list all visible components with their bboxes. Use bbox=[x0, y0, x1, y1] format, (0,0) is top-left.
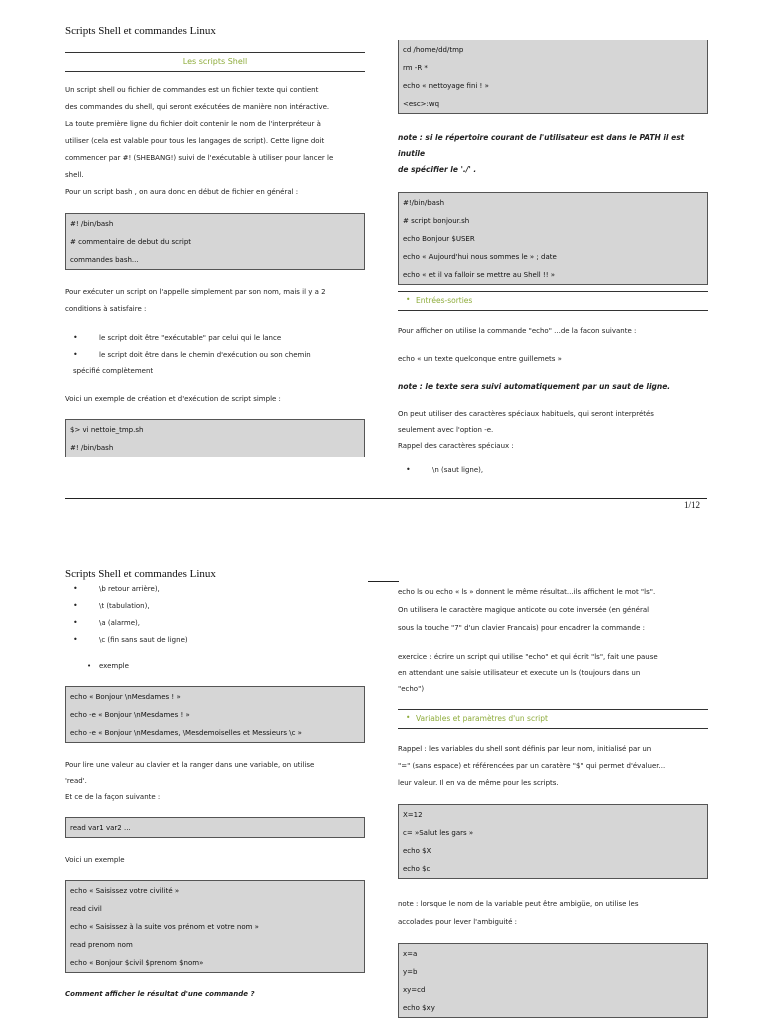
note-line: de spécifier le './' . bbox=[398, 165, 477, 174]
text-line: "=" (sans espace) et référencées par un caratère "$" qui permet d'évaluer... bbox=[398, 762, 666, 770]
exec-paragraph bbox=[65, 284, 365, 318]
code-line: <esc>:wq bbox=[403, 100, 440, 108]
code-line: xy=cd bbox=[403, 986, 426, 994]
text-line: Rappel : les variables du shell sont définis par leur nom, initialisé par un bbox=[398, 745, 652, 753]
afficher-paragraph: Pour afficher on utilise la commande "echo" ...de la facon suivante : bbox=[398, 327, 637, 335]
list-item: • \t (tabulation), bbox=[65, 598, 365, 614]
exercice-paragraph bbox=[398, 649, 708, 697]
code-line: x=a bbox=[403, 950, 418, 958]
bullet-icon: • bbox=[73, 584, 78, 593]
code-line: echo -e « Bonjour \nMesdames, \Mesdemoiselles et Messieurs \c » bbox=[70, 729, 302, 737]
text-line: Et ce de la façon suivante : bbox=[65, 793, 161, 801]
list-item: • le script doit être dans le chemin d'exécution ou son chemin spécifié complètement bbox=[65, 347, 365, 379]
code-line: read prenom nom bbox=[70, 941, 133, 949]
code-line: c= »Salut les gars » bbox=[403, 829, 474, 837]
bullet-icon: • bbox=[73, 333, 78, 342]
document-title: Scripts Shell et commandes Linux bbox=[65, 25, 216, 37]
text-line: accolades pour lever l'ambiguité : bbox=[398, 918, 518, 926]
text-line: "echo") bbox=[398, 685, 425, 693]
list-item: • \b retour arrière), bbox=[65, 581, 365, 597]
section-heading-scripts-shell: Les scripts Shell bbox=[65, 52, 365, 72]
code-line: echo « et il va falloir se mettre au Shell !! » bbox=[403, 271, 556, 279]
bullet-icon: • bbox=[73, 618, 78, 627]
question-heading: Comment afficher le résultat d'une commande ? bbox=[65, 990, 255, 998]
text-line: note : lorsque le nom de la variable peut être ambigüe, on utilise les bbox=[398, 900, 639, 908]
page1-left-column bbox=[65, 52, 365, 452]
bullet-icon: • bbox=[406, 713, 411, 722]
code-line: cd /home/dd/tmp bbox=[403, 46, 464, 54]
text-line: exercice : écrire un script qui utilise "echo" et qui écrit "ls", fait une pause bbox=[398, 653, 658, 661]
text-line: sous la touche "7" d'un clavier Francais) pour encadrer la commande : bbox=[398, 624, 645, 632]
note-path bbox=[398, 130, 708, 178]
code-line: # commentaire de debut du script bbox=[70, 238, 192, 246]
code-line: echo $xy bbox=[403, 1004, 435, 1012]
code-line: read civil bbox=[70, 905, 102, 913]
code-line: echo « Bonjour $civil $prenom $nom» bbox=[70, 959, 204, 967]
list-item: • \a (alarme), bbox=[65, 615, 365, 631]
page2-right-column bbox=[398, 583, 708, 1024]
section-heading-variables: • Variables et paramètres d'un script bbox=[398, 709, 708, 729]
footer-rule bbox=[65, 498, 707, 499]
example-intro: Voici un exemple de création et d'exécution de script simple : bbox=[65, 395, 281, 403]
text-line: Pour exécuter un script on l'appelle simplement par son nom, mais il y a 2 bbox=[65, 288, 326, 296]
text-line: en attendant une saisie utilisateur et execute un ls (toujours dans un bbox=[398, 669, 641, 677]
page-number: 1/12 bbox=[684, 500, 701, 510]
code-block-xy bbox=[398, 943, 708, 1018]
code-block-nettoie-continued bbox=[398, 40, 708, 114]
text-line: utiliser (cela est valable pour tous les langages de script). Cette ligne doit bbox=[65, 137, 325, 145]
text-line: conditions à satisfaire : bbox=[65, 305, 147, 313]
text-line: 'read'. bbox=[65, 777, 87, 785]
code-line: echo $c bbox=[403, 865, 431, 873]
bullet-icon: • bbox=[73, 350, 78, 359]
note-saut-ligne: note : le texte sera suivi automatiquement par un saut de ligne. bbox=[398, 382, 671, 391]
bullet-icon: • bbox=[406, 465, 411, 474]
intro-paragraph bbox=[65, 82, 365, 201]
code-block-nettoie bbox=[65, 419, 365, 457]
text-line: On peut utiliser des caractères spéciaux habituels, qui seront interprétés bbox=[398, 410, 654, 418]
code-line: echo $X bbox=[403, 847, 432, 855]
page-2 bbox=[0, 545, 768, 1024]
code-line: #! /bin/bash bbox=[70, 220, 114, 228]
code-line: echo « Saisissez à la suite vos prénom et votre nom » bbox=[70, 923, 259, 931]
code-line: X=12 bbox=[403, 811, 423, 819]
special-chars-list bbox=[398, 462, 708, 478]
list-item: • \c (fin sans saut de ligne) bbox=[65, 632, 365, 648]
text-line: shell. bbox=[65, 171, 84, 179]
code-line: rm -R * bbox=[403, 64, 428, 72]
code-line: commandes bash... bbox=[70, 256, 139, 264]
code-block-echo-examples bbox=[65, 686, 365, 743]
code-line: # script bonjour.sh bbox=[403, 217, 470, 225]
code-line: #! /bin/bash bbox=[70, 444, 114, 452]
text-line: echo ls ou echo « ls » donnent le même résultat...ils affichent le mot "ls". bbox=[398, 588, 656, 596]
text-line: Un script shell ou fichier de commandes est un fichier texte qui contient bbox=[65, 86, 319, 94]
code-block-variables bbox=[398, 804, 708, 879]
code-line: echo « Bonjour \nMesdames ! » bbox=[70, 693, 181, 701]
text-line: Rappel des caractères spéciaux : bbox=[398, 442, 514, 450]
note-line: note : si le répertoire courant de l'utilisateur est dans le PATH il est inutile bbox=[398, 133, 685, 158]
code-block-civilite bbox=[65, 880, 365, 973]
echo-syntax: echo « un texte quelconque entre guillemets » bbox=[398, 355, 562, 363]
code-line: echo -e « Bonjour \nMesdames ! » bbox=[70, 711, 190, 719]
code-line: #!/bin/bash bbox=[403, 199, 445, 207]
text-line: leur valeur. Il en va de même pour les scripts. bbox=[398, 779, 559, 787]
code-block-read bbox=[65, 817, 365, 838]
code-line: echo « Aujourd'hui nous sommes le » ; date bbox=[403, 253, 557, 261]
list-item: • \n (saut ligne), bbox=[398, 462, 708, 478]
text-line: On utilisera le caractère magique anticote ou cote inversée (en général bbox=[398, 606, 650, 614]
voici-exemple: Voici un exemple bbox=[65, 856, 125, 864]
text-line: des commandes du shell, qui seront exécutées de manière non intéractive. bbox=[65, 103, 330, 111]
page2-left-column bbox=[65, 581, 365, 1024]
document-title: Scripts Shell et commandes Linux bbox=[65, 568, 216, 580]
list-item: • le script doit être "exécutable" par celui qui le lance bbox=[65, 330, 365, 346]
code-line: y=b bbox=[403, 968, 418, 976]
bullet-icon: • bbox=[73, 601, 78, 610]
accolades-note bbox=[398, 895, 708, 931]
rappel-paragraph bbox=[398, 741, 708, 792]
text-line: Pour lire une valeur au clavier et la ranger dans une variable, on utilise bbox=[65, 761, 315, 769]
text-line: La toute première ligne du fichier doit contenir le nom de l'interpréteur à bbox=[65, 120, 321, 128]
text-line: commencer par #! (SHEBANG!) suivi de l'exécutable à utiliser pour lancer le bbox=[65, 154, 334, 162]
bullet-icon: • bbox=[73, 635, 78, 644]
text-line: seulement avec l'option -e. bbox=[398, 426, 494, 434]
code-line: echo Bonjour $USER bbox=[403, 235, 475, 243]
code-block-shebang bbox=[65, 213, 365, 270]
code-block-bonjour bbox=[398, 192, 708, 285]
special-chars-paragraph bbox=[398, 406, 708, 454]
conditions-list bbox=[65, 330, 365, 379]
page1-right-column bbox=[398, 40, 708, 474]
special-chars-list-continued bbox=[65, 581, 365, 648]
code-line: echo « nettoyage fini ! » bbox=[403, 82, 489, 90]
section-heading-entrees-sorties: • Entrées-sorties bbox=[398, 291, 708, 311]
text-line: Pour un script bash , on aura donc en début de fichier en général : bbox=[65, 188, 299, 196]
header-rule bbox=[368, 581, 399, 582]
bullet-icon: • bbox=[406, 295, 411, 304]
code-line: read var1 var2 ... bbox=[70, 824, 131, 832]
exemple-label: • exemple bbox=[65, 658, 365, 674]
read-paragraph bbox=[65, 757, 365, 805]
bullet-icon: • bbox=[87, 662, 92, 670]
backquote-paragraph bbox=[398, 583, 708, 637]
code-line: $> vi nettoie_tmp.sh bbox=[70, 426, 144, 434]
code-line: echo « Saisissez votre civilité » bbox=[70, 887, 180, 895]
